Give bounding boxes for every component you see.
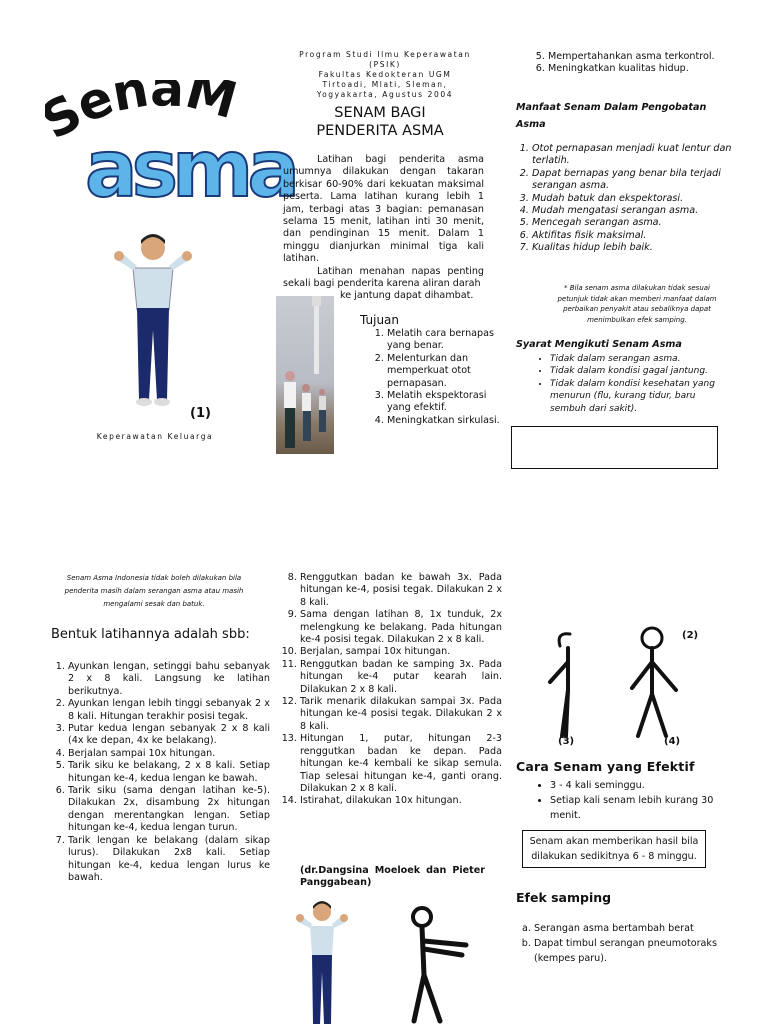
- group-exercise-photo: [276, 296, 334, 454]
- syarat-list: [534, 353, 730, 415]
- child-exercise-figure-2: [292, 900, 352, 1024]
- latihan-heading: Bentuk latihannya adalah sbb:: [51, 627, 250, 642]
- list-item: 5. Tarik siku ke belakang, 2 x 8 kali. Setiap hitungan ke-4, kedua lengan ke bawah.: [68, 760, 270, 785]
- list-item: 2. Dapat bernapas yang benar bila terjadi serangan asma.: [532, 168, 737, 193]
- stick-figure-walking: [400, 905, 475, 1024]
- manfaat-list: [516, 143, 737, 255]
- intro-paragraph-2: Latihan menahan napas penting sekali bagi penderita karena aliran darah: [283, 265, 484, 290]
- list-item: 3. Melatih ekspektorasi yang efektif.: [387, 390, 502, 415]
- list-item: 10. Berjalan, sampai 10x hitungan.: [300, 646, 502, 658]
- list-item: • Tidak dalam serangan asma.: [550, 353, 730, 365]
- logo-asma: asma: [85, 125, 294, 215]
- list-item: 4. Meningkatkan sirkulasi.: [387, 415, 502, 427]
- tujuan-list: [373, 328, 502, 427]
- list-item: b. Dapat timbul serangan pneumotoraks (kempes paru).: [534, 936, 734, 966]
- tujuan-list-continued: [532, 51, 728, 76]
- intro-text: [283, 154, 484, 290]
- list-item: a. Serangan asma bertambah berat: [534, 921, 734, 936]
- list-item: 3. Putar kedua lengan sebanyak 2 x 8 kali (4x ke depan, 4x ke belakang).: [68, 723, 270, 748]
- header-line: Program Studi Ilmu Keperawatan: [299, 50, 471, 59]
- list-item: 4. Berjalan sampai 10x hitungan.: [68, 748, 270, 760]
- figure-number-3: (3): [558, 736, 575, 747]
- svg-text:SenaM: enaM: [68, 80, 243, 135]
- efek-samping-heading: Efek samping: [516, 890, 612, 905]
- list-item: • 3 - 4 kali seminggu.: [550, 778, 730, 793]
- header-line: (PSIK): [369, 60, 401, 69]
- header-line: Fakultas Kedokteran UGM: [318, 70, 452, 79]
- header-line: Yogyakarta, Agustus 2004: [316, 90, 454, 99]
- intro-paragraph-1: Latihan bagi penderita asma umumnya dilakukan dengan takaran berkisar 60-90% dari kekuatan maksimal peserta. Lama latihan kurang lebih 1 jam, terbagi atas 3 bagian: pemanasan selama 15 menit, latihan inti 30 menit, dan pendinginan 15 menit. Dalam 1 minggu dianjurkan minimal tiga kali latihan.: [283, 154, 484, 265]
- list-item: 12. Tarik menarik dilakukan sampai 3x. Pada hitungan ke-4 posisi tegak. Dilakukan 2 x 8 kali.: [300, 696, 502, 733]
- empty-box: [511, 426, 718, 469]
- list-item: 13. Hitungan 1, putar, hitungan 2-3 renggutkan badan ke depan. Pada hitungan ke-4 kembali ke sikap semula. Tiap selesai hitungan ke-4, ganti orang. Dilakukan 2 x 8 kali.: [300, 733, 502, 795]
- manfaat-heading: Manfaat Senam Dalam Pengobatan Asma: [516, 102, 707, 130]
- latihan-list: [51, 661, 270, 884]
- title-line: PENDERITA ASMA: [316, 123, 444, 139]
- list-item: 11. Renggutkan badan ke samping 3x. Pada hitungan ke-4 putar kearah lain. Dilakukan 2 x 8 kali.: [300, 659, 502, 696]
- list-item: 6. Tarik siku (sama dengan latihan ke-5). Dilakukan 2x, disambung 2x hitungan dengan merentangkan lengan. Setiap hitungan ke-4, kedua lengan turun.: [68, 785, 270, 835]
- list-item: 1. Otot pernapasan menjadi kuat lentur dan terlatih.: [532, 143, 737, 168]
- figure-number-2: (2): [682, 630, 699, 641]
- list-item: 3. Mudah batuk dan ekspektorasi.: [532, 193, 737, 205]
- list-item: 9. Sama dengan latihan 8, 1x tunduk, 2x melengkung ke belakang. Pada hitungan ke-4 posisi tegak. Dilakukan 2 x 8 kali.: [300, 609, 502, 646]
- list-item: 5. Mempertahankan asma terkontrol.: [548, 51, 728, 63]
- cara-senam-list: [534, 778, 730, 823]
- list-item: 2. Melenturkan dan memperkuat otot pernapasan.: [387, 353, 502, 390]
- asma-warning-note: Senam Asma Indonesia tidak boleh dilakukan bila penderita masih dalam serangan asma atau masih mengalami sesak dan batuk.: [64, 574, 244, 608]
- efek-samping-list: [516, 921, 734, 966]
- figure-number-1: (1): [190, 406, 211, 421]
- cara-senam-heading: Cara Senam yang Efektif: [516, 759, 695, 774]
- list-item: 6. Meningkatkan kualitas hidup.: [548, 63, 728, 75]
- list-item: 1. Melatih cara bernapas yang benar.: [387, 328, 502, 353]
- latihan-list-continued: [283, 572, 502, 808]
- stick-figures-panel: [540, 622, 710, 750]
- duration-box: [522, 830, 706, 868]
- duration-text: Senam akan memberikan hasil bila dilakukan sedikitnya 6 - 8 minggu.: [529, 836, 699, 862]
- intro-paragraph-2-end: ke jantung dapat dihambat.: [340, 290, 474, 301]
- tujuan-heading: Tujuan: [360, 313, 400, 327]
- list-item: 7. Kualitas hidup lebih baik.: [532, 242, 737, 254]
- list-item: • Setiap kali senam lebih kurang 30 menit.: [550, 793, 730, 823]
- header-institution: [265, 50, 505, 100]
- list-item: 1. Ayunkan lengan, setinggi bahu sebanyak 2 x 8 kali. Langsung ke latihan berikutnya.: [68, 661, 270, 698]
- title-line: SENAM BAGI: [334, 105, 426, 121]
- list-item: • Tidak dalam kondisi gagal jantung.: [550, 365, 730, 377]
- warning-note: * Bila senam asma dilakukan tidak sesuai petunjuk tidak akan memberi manfaat dalam perbaikan penyakit atau sebaliknya dapat menimbulkan efek samping.: [557, 284, 717, 324]
- child-exercise-figure-1: [105, 230, 205, 410]
- header-line: Tirtoadi, Mlati, Sleman,: [322, 80, 448, 89]
- list-item: 14. Istirahat, dilakukan 10x hitungan.: [300, 795, 502, 807]
- syarat-heading: Syarat Mengikuti Senam Asma: [516, 339, 682, 350]
- list-item: • Tidak dalam kondisi kesehatan yang menurun (flu, kurang tidur, baru sembuh dari sakit).: [550, 378, 730, 415]
- figure-number-4: (4): [664, 736, 681, 747]
- list-item: 6. Aktifitas fisik maksimal.: [532, 230, 737, 242]
- list-item: 5. Mencegah serangan asma.: [532, 217, 737, 229]
- page-title: [280, 104, 480, 140]
- list-item: 8. Renggutkan badan ke bawah 3x. Pada hitungan ke-4, posisi tegak. Dilakukan 2 x 8 kali.: [300, 572, 502, 609]
- list-item: 2. Ayunkan lengan lebih tinggi sebanyak 2 x 8 kali. Hitungan terakhir posisi tegak.: [68, 698, 270, 723]
- left-footer: Keperawatan Keluarga: [96, 432, 214, 441]
- credit: (dr.Dangsina Moeloek dan Pieter Panggabean): [300, 865, 485, 889]
- list-item: 4. Mudah mengatasi serangan asma.: [532, 205, 737, 217]
- list-item: 7. Tarik lengan ke belakang (dalam sikap lurus). Dilakukan 2x8 kali. Setiap hitungan ke-4, kedua lengan lurus ke bawah.: [68, 835, 270, 885]
